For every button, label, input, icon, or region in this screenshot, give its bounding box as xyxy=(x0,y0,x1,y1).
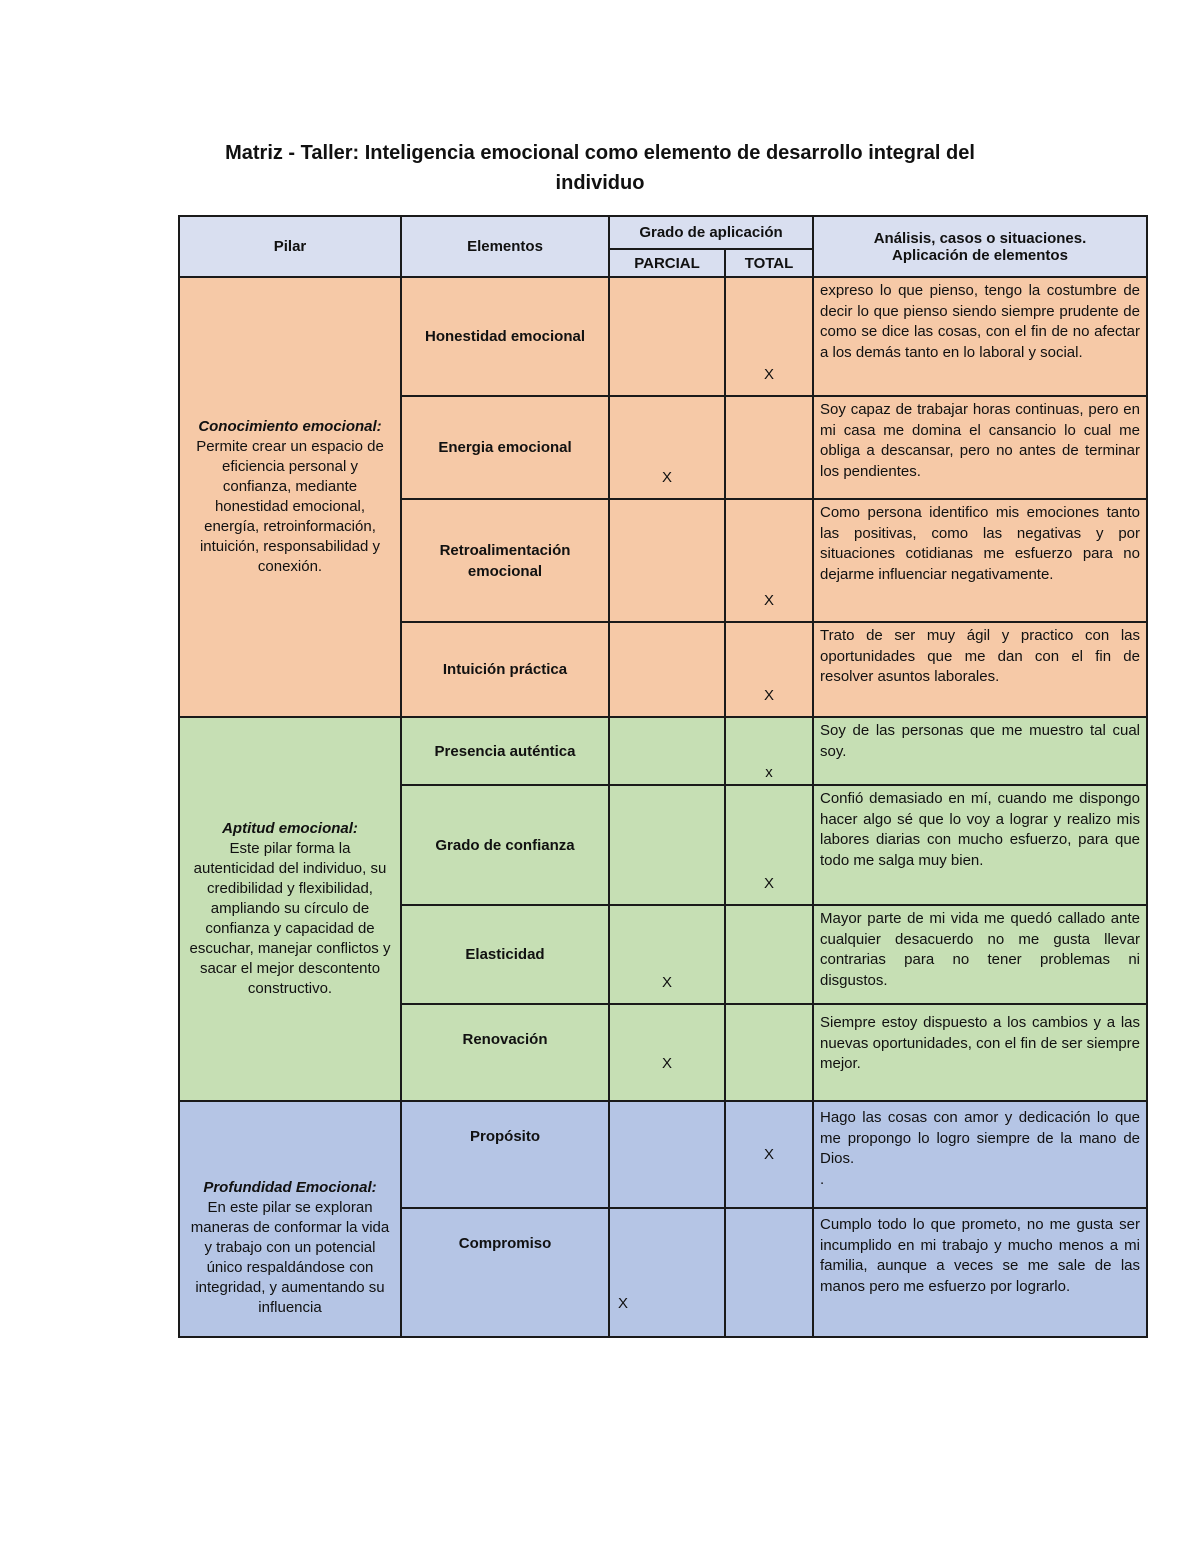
title-line-1: Matriz - Taller: Inteligencia emocional como elemento de desarrollo integral del xyxy=(225,142,975,164)
analysis-text: Trato de ser muy ágil y practico con las oportunidades que me dan con el fin de resolver asuntos laborales. xyxy=(813,622,1147,717)
analysis-text: Confió demasiado en mí, cuando me dispongo hacer algo sé que lo voy a lograr y realizo mis labores diarias con mucho esfuerzo, para que todo me salga muy bien. xyxy=(813,785,1147,905)
element-name: Honestidad emocional xyxy=(401,277,609,396)
header-grado: Grado de aplicación xyxy=(609,216,813,249)
element-name: Intuición práctica xyxy=(401,622,609,717)
analysis-text: Como persona identifico mis emociones tanto las positivas, como las negativas y por situaciones cotidianas me esfuerzo para no dejarme influenciar negativamente. xyxy=(813,499,1147,622)
header-analisis-line2: Aplicación de elementos xyxy=(892,246,1068,264)
parcial-mark: X xyxy=(609,396,725,499)
parcial-mark xyxy=(609,499,725,622)
parcial-mark xyxy=(609,1101,725,1208)
title-line-2: individuo xyxy=(555,172,645,194)
parcial-mark xyxy=(609,622,725,717)
analysis-extra: . xyxy=(820,1170,825,1188)
element-name: Propósito xyxy=(401,1101,609,1208)
element-name: Renovación xyxy=(401,1004,609,1101)
total-mark: X xyxy=(725,785,813,905)
pilar-description: En este pilar se exploran maneras de conformar la vida y trabajo con un potencial único respaldándose con integridad, y aumentando su influencia xyxy=(190,1199,390,1316)
total-mark: X xyxy=(725,277,813,396)
parcial-mark xyxy=(609,717,725,785)
header-analisis xyxy=(813,216,1147,277)
analysis-text: Siempre estoy dispuesto a los cambios y a las nuevas oportunidades, con el fin de ser siempre mejor. xyxy=(813,1004,1147,1101)
pilar-name: Profundidad Emocional: xyxy=(203,1179,377,1196)
header-analisis-line1: Análisis, casos o situaciones. xyxy=(873,229,1087,247)
total-mark xyxy=(725,1208,813,1337)
analysis-text: Soy capaz de trabajar horas continuas, pero en mi casa me domina el cansancio lo cual me obliga a descansar, pero no antes de terminar los pendientes. xyxy=(813,396,1147,499)
header-parcial: PARCIAL xyxy=(609,249,725,277)
page-title xyxy=(150,138,1050,198)
total-mark: x xyxy=(725,717,813,785)
pilar-name: Aptitud emocional: xyxy=(222,820,358,837)
header-pilar: Pilar xyxy=(179,216,401,277)
analysis-cell xyxy=(813,1101,1147,1208)
analysis-text: Cumplo todo lo que prometo, no me gusta ser incumplido en mi trabajo y mucho menos a mi familia, aunque a veces se me sale de las manos pero me esfuerzo por lograrlo. xyxy=(813,1208,1147,1337)
parcial-mark: X xyxy=(609,1208,725,1337)
pilar-cell xyxy=(179,277,401,717)
element-name: Compromiso xyxy=(401,1208,609,1337)
total-mark xyxy=(725,1004,813,1101)
parcial-mark: X xyxy=(609,905,725,1004)
element-name: Retroalimentación emocional xyxy=(401,499,609,622)
parcial-mark xyxy=(609,277,725,396)
pilar-description: Este pilar forma la autenticidad del individuo, su credibilidad y flexibilidad, ampliando su círculo de confianza y capacidad de escuchar, manejar conflictos y sacar el mejor descontento constructivo. xyxy=(189,840,391,997)
matrix-table xyxy=(178,215,1148,1338)
element-name: Energia emocional xyxy=(401,396,609,499)
pilar-cell xyxy=(179,717,401,1101)
element-name: Presencia auténtica xyxy=(401,717,609,785)
parcial-mark: X xyxy=(609,1004,725,1101)
total-mark: X xyxy=(725,622,813,717)
parcial-mark xyxy=(609,785,725,905)
pilar-name: Conocimiento emocional: xyxy=(198,418,382,435)
header-total: TOTAL xyxy=(725,249,813,277)
pilar-description: Permite crear un espacio de eficiencia personal y confianza, mediante honestidad emocional, energía, retroinformación, intuición, responsabilidad y conexión. xyxy=(196,438,384,575)
total-mark xyxy=(725,396,813,499)
element-name: Elasticidad xyxy=(401,905,609,1004)
analysis-text: Soy de las personas que me muestro tal cual soy. xyxy=(813,717,1147,785)
analysis-text: Hago las cosas con amor y dedicación lo que me propongo lo logro siempre de la mano de Dios. xyxy=(820,1109,1140,1167)
header-elementos: Elementos xyxy=(401,216,609,277)
total-mark: X xyxy=(725,499,813,622)
pilar-cell xyxy=(179,1101,401,1337)
analysis-text: expreso lo que pienso, tengo la costumbre de decir lo que pienso siendo siempre prudente de como se dice las cosas, con el fin de no afectar a los demás tanto en lo laboral y social. xyxy=(813,277,1147,396)
total-mark xyxy=(725,905,813,1004)
total-mark: X xyxy=(725,1101,813,1208)
analysis-text: Mayor parte de mi vida me quedó callado ante cualquier desacuerdo no me gusta llevar contrarias para no tener problemas ni disgustos. xyxy=(813,905,1147,1004)
element-name: Grado de confianza xyxy=(401,785,609,905)
